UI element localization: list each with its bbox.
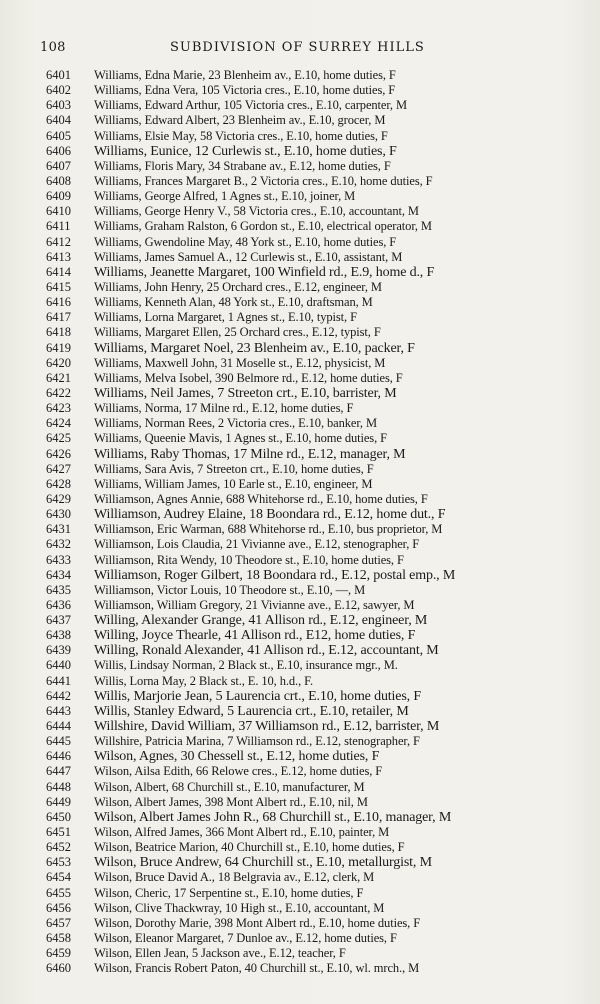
roll-entry (46, 795, 600, 810)
entry-text: Wilson, Albert James John R., 68 Churchill st., E.10, manager, M (94, 809, 452, 825)
entry-text: Williams, Margaret Ellen, 25 Orchard cres., E.12, typist, F (94, 325, 381, 340)
roll-entry (46, 507, 600, 522)
entry-number: 6427 (46, 461, 71, 476)
roll-entry (46, 780, 600, 795)
entry-number: 6446 (46, 749, 71, 764)
roll-entry (46, 68, 600, 83)
entry-number: 6417 (46, 310, 71, 325)
roll-entry (46, 295, 600, 310)
entry-number: 6431 (46, 522, 71, 537)
entry-number: 6447 (46, 764, 71, 779)
roll-entry (46, 265, 600, 280)
entry-text: Wilson, Dorothy Marie, 398 Mont Albert rd., E.10, home duties, F (94, 915, 421, 930)
entry-text: Wilson, Ailsa Edith, 66 Relowe cres., E.12, home duties, F (94, 764, 383, 779)
entry-number: 6437 (46, 613, 71, 628)
entry-text: Williams, Floris Mary, 34 Strabane av., E.12, home duties, F (94, 158, 391, 173)
entry-text: Wilson, Ellen Jean, 5 Jackson ave., E.12, teacher, F (94, 946, 346, 961)
roll-entry (46, 855, 600, 870)
roll-entry (46, 83, 600, 98)
entry-number: 6426 (46, 446, 71, 461)
entry-text: Williams, Margaret Noel, 23 Blenheim av., E.10, packer, F (94, 340, 415, 356)
roll-entry (46, 356, 600, 371)
entry-number: 6420 (46, 355, 71, 370)
entry-text: Willis, Stanley Edward, 5 Laurencia crt., E.10, retailer, M (94, 703, 409, 719)
entry-number: 6428 (46, 476, 71, 491)
roll-entry (46, 219, 600, 234)
entry-text: Williams, William James, 10 Earle st., E.10, engineer, M (94, 476, 373, 491)
entry-number: 6425 (46, 431, 71, 446)
roll-entry (46, 341, 600, 356)
roll-entry (46, 719, 600, 734)
entry-text: Wilson, Cheric, 17 Serpentine st., E.10, home duties, F (94, 885, 364, 900)
roll-entry (46, 325, 600, 340)
roll-entry (46, 840, 600, 855)
roll-entry (46, 764, 600, 779)
roll-entry (46, 310, 600, 325)
entry-number: 6429 (46, 491, 71, 506)
entry-text: Williams, Neil James, 7 Streeton crt., E.10, barrister, M (94, 385, 397, 401)
entry-number: 6416 (46, 295, 71, 310)
roll-entry (46, 189, 600, 204)
entry-text: Williams, Edward Albert, 23 Blenheim av., E.10, grocer, M (94, 113, 386, 128)
entry-number: 6458 (46, 931, 71, 946)
entry-text: Williams, George Alfred, 1 Agnes st., E.10, joiner, M (94, 189, 356, 204)
entry-number: 6445 (46, 734, 71, 749)
entry-text: Wilson, Bruce Andrew, 64 Churchill st., E.10, metallurgist, M (94, 855, 432, 871)
entry-text: Williams, Kenneth Alan, 48 York st., E.10, draftsman, M (94, 295, 373, 310)
roll-entry (46, 946, 600, 961)
entry-number: 6401 (46, 68, 71, 82)
page-header (40, 40, 580, 60)
entry-number: 6444 (46, 719, 71, 734)
entry-text: Williamson, Lois Claudia, 21 Vivianne ave., E.12, stenographer, F (94, 537, 420, 552)
entry-number: 6455 (46, 885, 71, 900)
roll-entry (46, 371, 600, 386)
entry-text: Williamson, Audrey Elaine, 18 Boondara rd., E.12, home dut., F (94, 507, 446, 523)
entry-text: Williams, Norma, 17 Milne rd., E.12, home duties, F (94, 401, 354, 416)
entry-text: Williams, Edna Marie, 23 Blenheim av., E.10, home duties, F (94, 68, 396, 82)
entry-text: Willshire, David William, 37 Williamson rd., E.12, barrister, M (94, 719, 440, 735)
roll-entry (46, 689, 600, 704)
entry-text: Williams, Edward Arthur, 105 Victoria cres., E.10, carpenter, M (94, 98, 407, 113)
roll-entry (46, 462, 600, 477)
roll-entry (46, 386, 600, 401)
entry-text: Willing, Ronald Alexander, 41 Allison rd., E.12, accountant, M (94, 643, 439, 659)
entry-number: 6402 (46, 83, 71, 98)
entry-number: 6421 (46, 370, 71, 385)
entry-number: 6456 (46, 900, 71, 915)
entry-text: Williams, John Henry, 25 Orchard cres., E.12, engineer, M (94, 279, 382, 294)
entry-text: Williams, Norman Rees, 2 Victoria cres., E.10, banker, M (94, 416, 377, 431)
entry-text: Williamson, Roger Gilbert, 18 Boondara rd., E.12, postal emp., M (94, 567, 456, 583)
entry-text: Wilson, Albert James, 398 Mont Albert rd., E.10, nil, M (94, 794, 368, 809)
roll-entry (46, 613, 600, 628)
entry-number: 6440 (46, 658, 71, 673)
roll-entry (46, 144, 600, 159)
entry-number: 6423 (46, 401, 71, 416)
roll-entry (46, 553, 600, 568)
entry-number: 6433 (46, 552, 71, 567)
roll-entry (46, 628, 600, 643)
roll-entry (46, 583, 600, 598)
entry-number: 6449 (46, 794, 71, 809)
entry-number: 6413 (46, 249, 71, 264)
roll-entry (46, 537, 600, 552)
entry-text: Wilson, Albert, 68 Churchill st., E.10, manufacturer, M (94, 779, 365, 794)
entry-text: Willshire, Patricia Marina, 7 Williamson rd., E.12, stenographer, F (94, 734, 420, 749)
entry-text: Wilson, Francis Robert Paton, 40 Churchill st., E.10, wl. mrch., M (94, 961, 420, 976)
entry-text: Wilson, Bruce David A., 18 Belgravia av., E.12, clerk, M (94, 870, 375, 885)
entry-number: 6454 (46, 870, 71, 885)
entry-number: 6411 (46, 219, 71, 234)
roll-entry (46, 235, 600, 250)
entry-number: 6406 (46, 143, 71, 158)
entry-text: Williams, Sara Avis, 7 Streeton crt., E.10, home duties, F (94, 461, 374, 476)
roll-entry (46, 447, 600, 462)
entry-number: 6460 (46, 961, 71, 976)
entry-text: Williams, Melva Isobel, 390 Belmore rd., E.12, home duties, F (94, 370, 403, 385)
entry-text: Willing, Joyce Thearle, 41 Allison rd., E12, home duties, F (94, 628, 416, 644)
entry-number: 6434 (46, 567, 71, 582)
entry-number: 6422 (46, 385, 71, 400)
roll-entry (46, 886, 600, 901)
entry-text: Williamson, Agnes Annie, 688 Whitehorse rd., E.10, home duties, F (94, 491, 428, 506)
entry-text: Williams, Graham Ralston, 6 Gordon st., E.10, electrical operator, M (94, 219, 432, 234)
roll-entry (46, 159, 600, 174)
entry-text: Williamson, William Gregory, 21 Vivianne ave., E.12, sawyer, M (94, 597, 415, 612)
roll-entry (46, 734, 600, 749)
entry-number: 6412 (46, 234, 71, 249)
entry-text: Williams, Queenie Mavis, 1 Agnes st., E.10, home duties, F (94, 431, 387, 446)
entry-number: 6419 (46, 340, 71, 355)
entry-number: 6459 (46, 946, 71, 961)
entry-number: 6436 (46, 597, 71, 612)
entry-number: 6410 (46, 204, 71, 219)
roll-entry (46, 113, 600, 128)
entry-number: 6450 (46, 809, 71, 824)
entry-number: 6435 (46, 582, 71, 597)
page-number: 108 (40, 40, 66, 55)
entry-number: 6441 (46, 673, 71, 688)
entry-number: 6442 (46, 688, 71, 703)
entry-number: 6453 (46, 855, 71, 870)
roll-entry (46, 598, 600, 613)
entry-number: 6452 (46, 840, 71, 855)
entry-number: 6451 (46, 825, 71, 840)
entry-number: 6409 (46, 189, 71, 204)
entry-number: 6424 (46, 416, 71, 431)
entry-number: 6439 (46, 643, 71, 658)
entry-text: Williams, James Samuel A., 12 Curlewis st., E.10, assistant, M (94, 249, 403, 264)
roll-entry (46, 401, 600, 416)
roll-entry (46, 658, 600, 673)
roll-entry (46, 825, 600, 840)
entry-number: 6448 (46, 779, 71, 794)
entry-text: Williams, Frances Margaret B., 2 Victoria cres., E.10, home duties, F (94, 173, 433, 188)
roll-entry (46, 477, 600, 492)
entry-number: 6457 (46, 915, 71, 930)
entry-number: 6415 (46, 279, 71, 294)
entry-text: Williamson, Eric Warman, 688 Whitehorse rd., E.10, bus proprietor, M (94, 522, 443, 537)
roll-entry (46, 492, 600, 507)
roll-entry (46, 643, 600, 658)
entry-text: Willis, Lorna May, 2 Black st., E. 10, h.d., F. (94, 673, 314, 688)
entry-text: Wilson, Beatrice Marion, 40 Churchill st., E.10, home duties, F (94, 840, 405, 855)
entry-text: Williams, Jeanette Margaret, 100 Winfield rd., E.9, home d., F (94, 264, 435, 280)
running-head: SUBDIVISION OF SURREY HILLS (170, 40, 425, 55)
roll-entry (46, 98, 600, 113)
roll-entry (46, 431, 600, 446)
entry-text: Williams, George Henry V., 58 Victoria cres., E.10, accountant, M (94, 204, 419, 219)
roll-entry (46, 749, 600, 764)
entry-text: Wilson, Agnes, 30 Chessell st., E.12, home duties, F (94, 749, 380, 765)
entry-text: Williams, Edna Vera, 105 Victoria cres., E.10, home duties, F (94, 83, 396, 98)
entry-text: Williamson, Rita Wendy, 10 Theodore st., E.10, home duties, F (94, 552, 404, 567)
roll-entry (46, 568, 600, 583)
entry-number: 6418 (46, 325, 71, 340)
entry-number: 6403 (46, 98, 71, 113)
entry-number: 6443 (46, 703, 71, 718)
roll-entry (46, 674, 600, 689)
entry-number: 6407 (46, 158, 71, 173)
roll-entry (46, 280, 600, 295)
roll-entry (46, 250, 600, 265)
entry-number: 6432 (46, 537, 71, 552)
entry-number: 6414 (46, 264, 71, 279)
entry-text: Willis, Marjorie Jean, 5 Laurencia crt., E.10, home duties, F (94, 688, 421, 704)
entry-text: Williams, Elsie May, 58 Victoria cres., E.10, home duties, F (94, 128, 388, 143)
entry-text: Willis, Lindsay Norman, 2 Black st., E.10, insurance mgr., M. (94, 658, 398, 673)
entry-text: Wilson, Eleanor Margaret, 7 Dunloe av., E.12, home duties, F (94, 931, 397, 946)
entry-number: 6408 (46, 173, 71, 188)
roll-entry (46, 931, 600, 946)
roll-entry (46, 522, 600, 537)
entry-text: Williams, Gwendoline May, 48 York st., E.10, home duties, F (94, 234, 397, 249)
roll-entry (46, 204, 600, 219)
roll-entry (46, 901, 600, 916)
roll-entry (46, 129, 600, 144)
entry-text: Williamson, Victor Louis, 10 Theodore st., E.10, —, M (94, 582, 366, 597)
entry-text: Wilson, Alfred James, 366 Mont Albert rd., E.10, painter, M (94, 825, 390, 840)
roll-entry (46, 810, 600, 825)
entry-number: 6404 (46, 113, 71, 128)
roll-entry (46, 704, 600, 719)
roll-entry (46, 416, 600, 431)
entry-text: Williams, Maxwell John, 31 Moselle st., E.12, physicist, M (94, 355, 386, 370)
entry-number: 6405 (46, 128, 71, 143)
entry-text: Williams, Lorna Margaret, 1 Agnes st., E.10, typist, F (94, 310, 357, 325)
entry-text: Williams, Raby Thomas, 17 Milne rd., E.12, manager, M (94, 446, 406, 462)
entry-text: Wilson, Clive Thackwray, 10 High st., E.10, accountant, M (94, 900, 385, 915)
roll-entry (46, 961, 600, 976)
roll-entry (46, 916, 600, 931)
entry-text: Williams, Eunice, 12 Curlewis st., E.10, home duties, F (94, 143, 397, 159)
entry-text: Willing, Alexander Grange, 41 Allison rd., E.12, engineer, M (94, 613, 428, 629)
entry-number: 6430 (46, 507, 71, 522)
roll-entry (46, 174, 600, 189)
roll-entries (46, 68, 600, 976)
roll-entry (46, 870, 600, 885)
entry-number: 6438 (46, 628, 71, 643)
